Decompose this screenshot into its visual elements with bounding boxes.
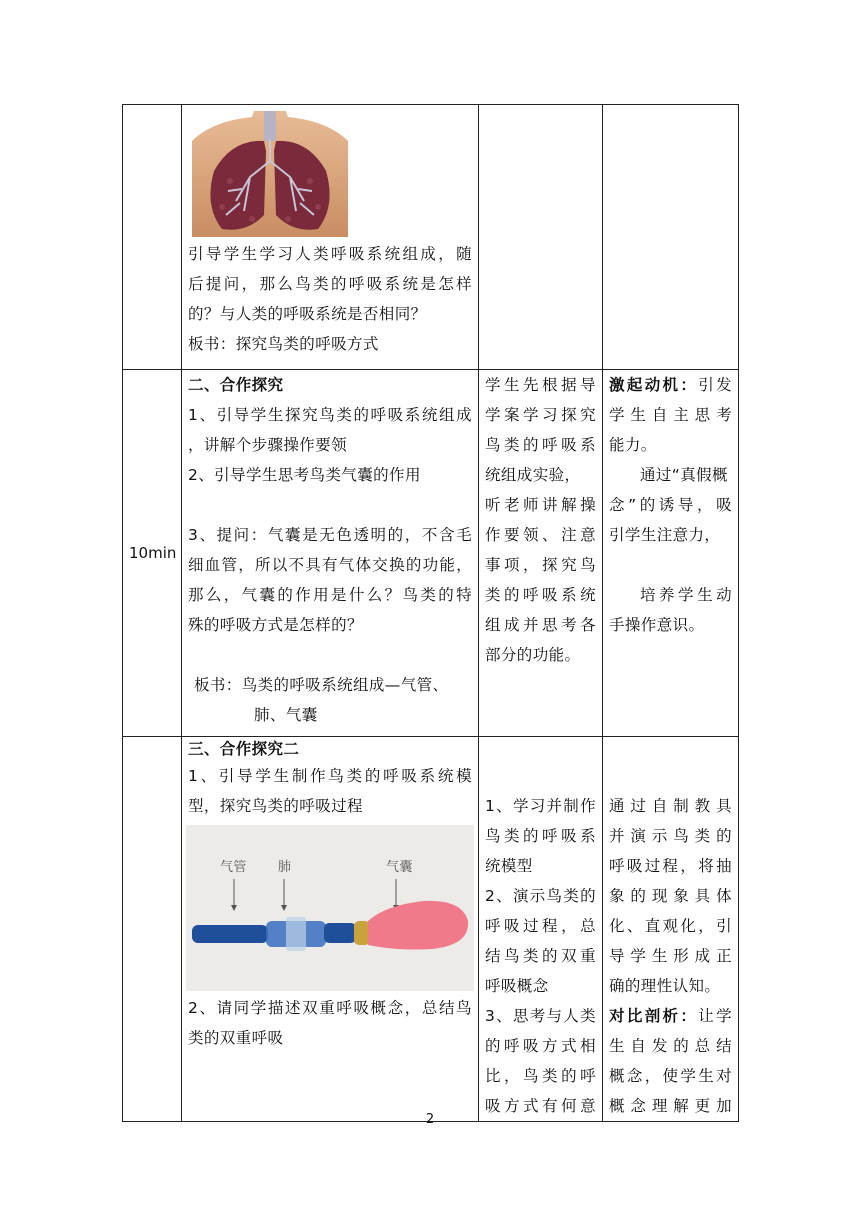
- student-text-line: 部分的功能。: [485, 646, 581, 664]
- design-text-line: 并演示鸟类的: [609, 827, 732, 845]
- design-text-line: 化、直观化，引: [609, 917, 732, 935]
- student-text-line: 吸方式有何意: [485, 1097, 596, 1115]
- design-text-line: 能力。: [609, 436, 657, 454]
- blackboard-note: 板书：鸟类的呼吸系统组成—气管、: [194, 676, 449, 694]
- design-intent-cell: [603, 370, 739, 737]
- student-text-line: 3、思考与人类: [485, 1007, 596, 1025]
- table-row: [123, 105, 739, 370]
- teacher-text-line: 1、引导学生探究鸟类的呼吸系统组成: [188, 406, 472, 424]
- student-text-line: 鸟类的呼吸系: [485, 436, 596, 454]
- design-text-line: 对比剖析：让学: [609, 1007, 732, 1025]
- human-lungs-image: [192, 111, 348, 237]
- teacher-text-line: 1、引导学生制作鸟类的呼吸系统模: [188, 767, 472, 785]
- student-text-line: 学案学习探究: [485, 406, 596, 424]
- table-row: [123, 737, 739, 1122]
- design-text-line: 概念理解更加: [609, 1097, 732, 1115]
- design-text-line: 呼吸过程，将抽: [609, 857, 732, 875]
- student-activity-cell: [479, 105, 603, 370]
- student-text-line: 组成并思考各: [485, 616, 596, 634]
- design-text-line: 确的理性认知。: [609, 977, 721, 995]
- student-text-line: 作要领、注意: [485, 526, 596, 544]
- teacher-text-line: 引导学生学习人类呼吸系统组成，随: [188, 245, 472, 263]
- student-text-line: 统模型: [485, 857, 533, 875]
- student-text-line: 呼吸概念: [485, 977, 549, 995]
- student-text-line: 听老师讲解操: [485, 496, 596, 514]
- teacher-text-line: 殊的呼吸方式是怎样的？: [188, 616, 363, 634]
- teacher-text-line: 3、提问：气囊是无色透明的，不含毛: [188, 526, 472, 544]
- student-text-line: 鸟类的呼吸系: [485, 827, 596, 845]
- teacher-text-line: 的？与人类的呼吸系统是否相同？: [188, 305, 427, 323]
- label-trachea: 气管: [220, 860, 247, 875]
- design-text-line: 激起动机：引发: [609, 376, 732, 394]
- teacher-text-line: ，讲解个步骤操作要领: [188, 436, 348, 454]
- design-text-line: 通过自制教具: [609, 797, 732, 815]
- blackboard-note: 肺、气囊: [254, 706, 318, 724]
- design-intent-cell: [603, 737, 739, 1122]
- student-text-line: 结鸟类的双重: [485, 947, 596, 965]
- teacher-text-line: 2、请同学描述双重呼吸概念，总结鸟: [188, 999, 472, 1017]
- teacher-text-line: 细血管，所以不具有气体交换的功能，: [188, 556, 472, 574]
- student-text-line: 比，鸟类的呼: [485, 1067, 596, 1085]
- design-text-line: 培养学生动: [640, 586, 732, 604]
- student-text-line: 类的呼吸系统: [485, 586, 596, 604]
- design-keyword: 激起动机：: [609, 376, 699, 394]
- table-row: [123, 370, 739, 737]
- student-text-line: 事项，探究鸟: [485, 556, 596, 574]
- teacher-text-line: 后提问，那么鸟类的呼吸系统是怎样: [188, 275, 472, 293]
- teacher-activity-cell: [182, 737, 479, 1122]
- section-title: 二、合作探究: [188, 376, 284, 394]
- student-text-line: 的呼吸方式相: [485, 1037, 596, 1055]
- teacher-text-line: 型，探究鸟类的呼吸过程: [188, 797, 363, 815]
- student-text-line: 学生先根据导: [485, 376, 596, 394]
- lesson-plan-table: [122, 104, 739, 1122]
- student-text-line: 呼吸过程，总: [485, 917, 596, 935]
- teacher-text-line: 那么，气囊的作用是什么？鸟类的特: [188, 586, 472, 604]
- section-title: 三、合作探究二: [188, 740, 300, 758]
- teacher-activity-cell: [182, 370, 479, 737]
- design-text-line: 引学生注意力，: [609, 526, 721, 544]
- teacher-text-line: 类的双重呼吸: [188, 1029, 284, 1047]
- student-activity-cell: [479, 370, 603, 737]
- design-text-line: 导学生形成正: [609, 947, 732, 965]
- design-text-line: 象的现象具体: [609, 887, 732, 905]
- teacher-activity-cell: [182, 105, 479, 370]
- bird-respiratory-model-image: [186, 825, 474, 991]
- student-text-line: 1、学习并制作: [485, 797, 596, 815]
- student-activity-cell: [479, 737, 603, 1122]
- label-lung: 肺: [278, 860, 292, 875]
- blackboard-note: 板书：探究鸟类的呼吸方式: [188, 335, 379, 353]
- student-text-line: 2、演示鸟类的: [485, 887, 596, 905]
- page-number: 2: [425, 1112, 435, 1127]
- design-text-line: 念”的诱导，吸: [609, 496, 732, 514]
- design-text-line: 生自发的总结: [609, 1037, 732, 1055]
- design-text-line: 手操作意识。: [609, 616, 705, 634]
- time-cell: [123, 105, 182, 370]
- design-keyword: 对比剖析：: [609, 1007, 699, 1025]
- design-text-line: 学生自主思考: [609, 406, 732, 424]
- design-intent-cell: [603, 105, 739, 370]
- design-text-line: 通过“真假概: [640, 466, 728, 484]
- time-cell: 10min: [123, 370, 182, 737]
- label-airsac: 气囊: [386, 860, 413, 875]
- design-text-line: 概念，使学生对: [609, 1067, 732, 1085]
- teacher-text-line: 2、引导学生思考鸟类气囊的作用: [188, 466, 421, 484]
- time-cell: [123, 737, 182, 1122]
- student-text-line: 统组成实验，: [485, 466, 581, 484]
